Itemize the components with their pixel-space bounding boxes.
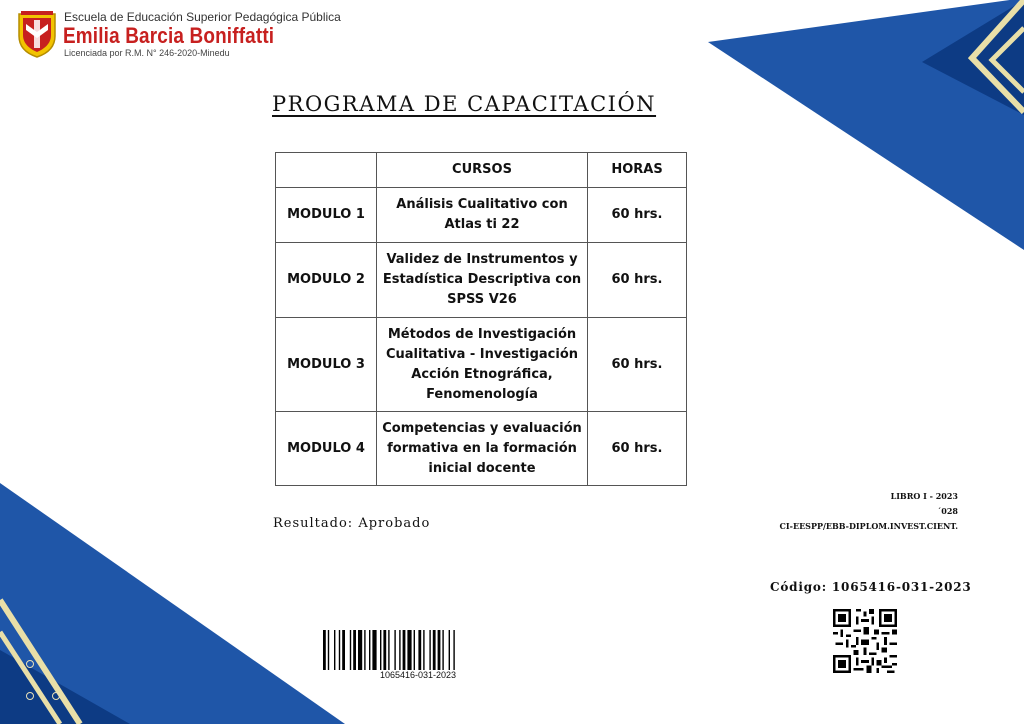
institution-header <box>16 8 346 64</box>
page-title: PROGRAMA DE CAPACITACIÓN <box>272 92 657 116</box>
table-row <box>276 318 687 412</box>
module-cell: MODULO 2 <box>276 243 377 318</box>
header-cell-hours: HORAS <box>588 153 687 188</box>
hours-cell: 60 hrs. <box>588 318 687 412</box>
barcode-bar <box>418 630 421 670</box>
barcode-bar <box>342 630 345 670</box>
table-row <box>276 412 687 486</box>
barcode-bar <box>364 630 365 670</box>
license-line: Licenciada por R.M. N° 246-2020-Minedu <box>64 48 230 58</box>
module-cell: MODULO 1 <box>276 188 377 243</box>
school-name: Emilia Barcia Boniffatti <box>63 23 275 48</box>
barcode-bar <box>334 630 335 670</box>
module-cell: MODULO 3 <box>276 318 377 412</box>
qr-code <box>833 609 897 673</box>
barcode-bar <box>358 630 362 670</box>
barcode-bar <box>380 630 381 670</box>
barcode-bar <box>453 630 454 670</box>
registry-book: LIBRO I - 2023 <box>890 491 958 501</box>
table-row <box>276 243 687 318</box>
hours-cell: 60 hrs. <box>588 243 687 318</box>
decor-dot <box>26 692 34 700</box>
top-right-decoration <box>708 0 1024 250</box>
result-text: Resultado: Aprobado <box>273 516 431 531</box>
course-cell: Análisis Cualitativo con Atlas ti 22 <box>377 188 588 243</box>
barcode-bar <box>328 630 329 670</box>
barcode-number: 1065416-031-2023 <box>379 670 457 680</box>
barcode <box>323 630 513 670</box>
barcode-bar <box>442 630 443 670</box>
barcode-bar <box>414 630 415 670</box>
module-cell: MODULO 4 <box>276 412 377 486</box>
table-row <box>276 188 687 243</box>
barcode-bar <box>403 630 406 670</box>
decor-dot <box>26 660 34 668</box>
course-cell: Métodos de Investigación Cualitativa - Investigación Acción Etnográfica, Fenomenología <box>377 318 588 412</box>
barcode-bar <box>383 630 386 670</box>
hours-cell: 60 hrs. <box>588 188 687 243</box>
barcode-bar <box>353 630 356 670</box>
barcode-bar <box>339 630 340 670</box>
barcode-bar <box>438 630 441 670</box>
barcode-bar <box>407 630 411 670</box>
barcode-bar <box>323 630 326 670</box>
barcode-bar <box>429 630 430 670</box>
certificate-code: Código: 1065416-031-2023 <box>770 580 972 594</box>
barcode-bar <box>369 630 370 670</box>
barcode-bar <box>423 630 424 670</box>
barcode-bar <box>399 630 400 670</box>
registry-reference: CI-EESPP/EBB-DIPLOM.INVEST.CIENT. <box>779 521 958 531</box>
header-cell-courses: CURSOS <box>377 153 588 188</box>
registry-number: ´028 <box>937 506 958 516</box>
training-program-table <box>275 152 687 486</box>
hours-cell: 60 hrs. <box>588 412 687 486</box>
barcode-bar <box>449 630 450 670</box>
barcode-bar <box>394 630 395 670</box>
barcode-bar <box>372 630 376 670</box>
barcode-bar <box>433 630 436 670</box>
course-cell: Competencias y evaluación formativa en la formación inicial docente <box>377 412 588 486</box>
barcode-bar <box>388 630 389 670</box>
school-crest-logo <box>16 10 58 58</box>
course-cell: Validez de Instrumentos y Estadística Descriptiva con SPSS V26 <box>377 243 588 318</box>
header-cell-module <box>276 153 377 188</box>
decor-dot <box>52 692 60 700</box>
barcode-bar <box>350 630 351 670</box>
table-header-row <box>276 153 687 188</box>
institution-line: Escuela de Educación Superior Pedagógica Pública <box>64 10 341 24</box>
